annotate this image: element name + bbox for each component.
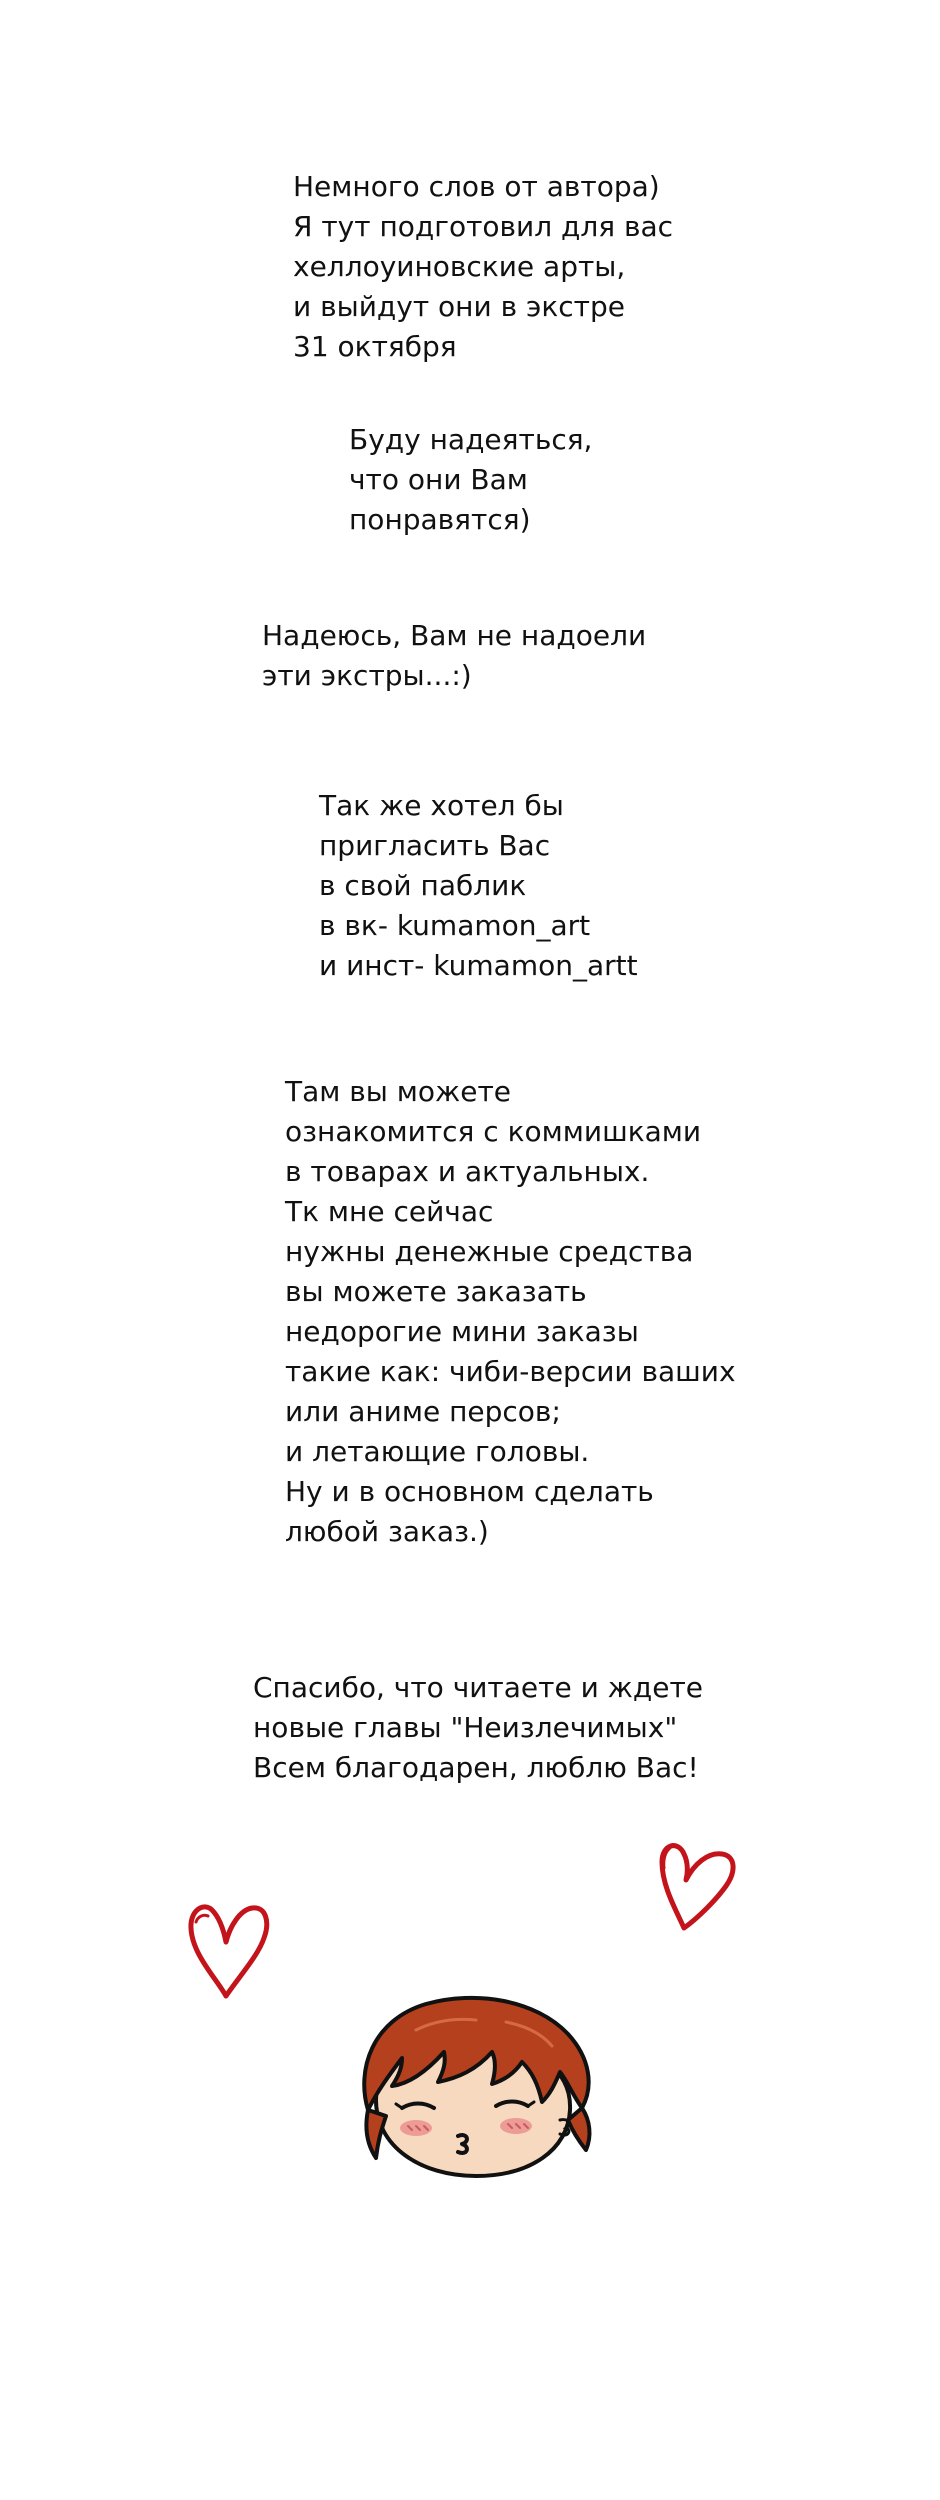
text-line: эти экстры...:) (262, 659, 472, 692)
text-line: Буду надеяться, (349, 423, 593, 456)
text-line: ознакомится с коммишками (285, 1115, 702, 1148)
commissions-paragraph (285, 1072, 736, 1552)
text-line: в товарах и актуальных. (285, 1155, 650, 1188)
text-line: Я тут подготовил для вас (293, 210, 674, 243)
intro-paragraph (293, 167, 673, 367)
thanks-paragraph (253, 1668, 703, 1788)
text-line: что они Вам (349, 463, 528, 496)
text-line: и летающие головы. (285, 1435, 590, 1468)
text-line: нужны денежные средства (285, 1235, 694, 1268)
text-line: Там вы можете (285, 1075, 512, 1108)
heart-icon (652, 1838, 740, 1934)
text-line: Надеюсь, Вам не надоели (262, 619, 647, 652)
text-line: Ну и в основном сделать (285, 1475, 654, 1508)
text-line: Тк мне сейчас (285, 1195, 494, 1228)
text-line: Спасибо, что читаете и ждете (253, 1671, 704, 1704)
social-vk-handle: в вк- kumamon_art (319, 909, 591, 942)
text-line: хеллоуиновские арты, (293, 250, 626, 283)
text-line: такие как: чиби-версии ваших (285, 1355, 736, 1388)
text-line: в свой паблик (319, 869, 527, 902)
social-inst-handle: и инст- kumamon_artt (319, 949, 638, 982)
text-line: пригласить Вас (319, 829, 551, 862)
text-line: и выйдут они в экстре (293, 290, 625, 323)
text-line: или аниме персов; (285, 1395, 561, 1428)
hope-paragraph (349, 420, 592, 540)
heart-icon (186, 1898, 272, 2002)
text-line: 31 октября (293, 330, 457, 363)
invite-paragraph (319, 786, 638, 986)
text-line: Так же хотел бы (319, 789, 564, 822)
text-line: вы можете заказать (285, 1275, 587, 1308)
text-line: новые главы "Неизлечимых" (253, 1711, 678, 1744)
text-line: понравятся) (349, 503, 531, 536)
text-line: Немного слов от автора) (293, 170, 660, 203)
text-line: недорогие мини заказы (285, 1315, 639, 1348)
text-line: Всем благодарен, люблю Вас! (253, 1751, 699, 1784)
chibi-head-illustration (346, 1990, 606, 2200)
not-bored-paragraph (262, 616, 646, 696)
text-line: любой заказ.) (285, 1515, 489, 1548)
